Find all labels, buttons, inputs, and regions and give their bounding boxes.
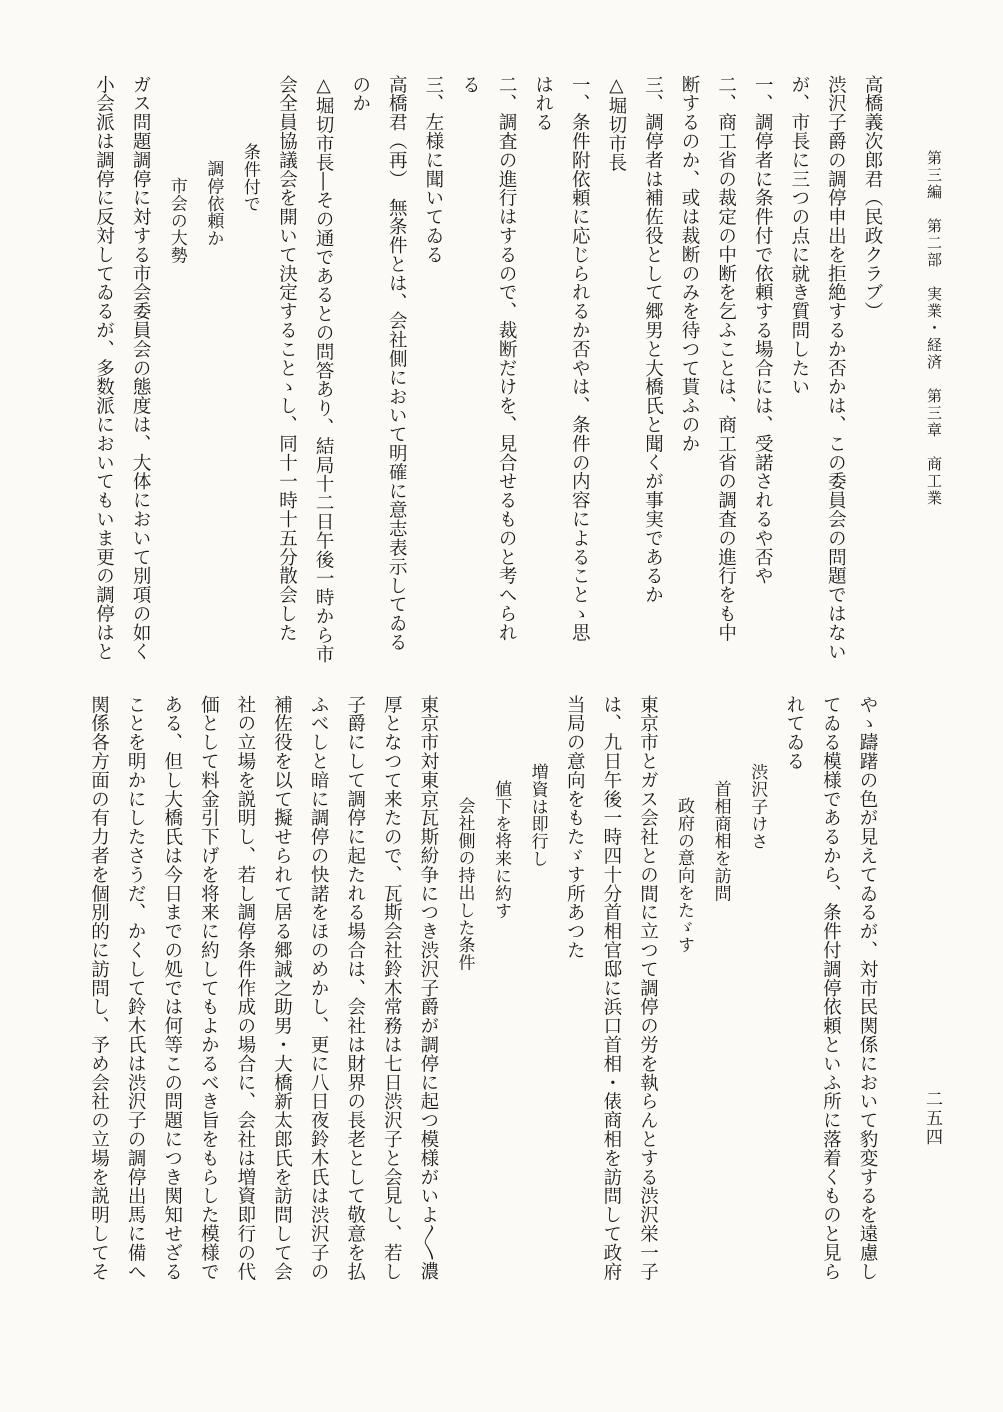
text-line: 一、条件附依頼に応じられるか否やは、条件の内容によることゝ思 xyxy=(569,75,591,642)
text-line: 関係各方面の有力者を個別的に訪問し、予め会社の立場を説明してそ xyxy=(88,695,110,1281)
text-line: 社の立場を説明し、若し調停条件作成の場合に、会社は増資即行の代 xyxy=(234,695,256,1281)
text-line: 補佐役を以て擬せられて居る郷誠之助男・大橋新太郎氏を訪問して会 xyxy=(271,695,293,1281)
text-line: 二、商工省の裁定の中断を乞ふことは、商工省の調査の進行をも中 xyxy=(715,75,737,642)
subheading-line: 条件付で xyxy=(239,143,260,213)
text-line: はれる xyxy=(532,75,554,132)
text-line: 渋沢子爵の調停申出を拒絶するか否かは、この委員会の問題ではない xyxy=(825,75,847,661)
text-line: ことを明かにしたさうだ、かくして鈴木氏は渋沢子の調停出馬に備へ xyxy=(125,695,147,1281)
text-line: ガス問題調停に対する市会委員会の態度は、大体において別項の如く xyxy=(130,75,152,661)
text-line: は、九日午後一時四十分首相官邸に浜口首相・俵商相を訪問して政府 xyxy=(600,695,622,1281)
subheading-line: 首相商相を訪問 xyxy=(710,780,731,902)
text-line: 小会派は調停に反対してゐるが、多数派においてもいま更の調停はと xyxy=(93,75,115,661)
page-number: 二五四 xyxy=(922,1090,942,1147)
subheading-line: 市会の大勢 xyxy=(166,177,187,264)
subheading-line: 調停依頼か xyxy=(203,160,224,247)
text-line: 断するのか、或は裁断のみを待つて貰ふのか xyxy=(679,75,701,453)
text-line: ある、但し大橋氏は今日までの処では何等この問題につき関知せざる xyxy=(161,695,183,1281)
upper-text-block xyxy=(70,75,890,665)
text-line: やゝ躊躇の色が見えてゐるが、対市民関係において豹変するを遠慮し xyxy=(857,695,878,1281)
text-line: 価として料金引下げを将来に約してもよかるべき旨をもらした模様で xyxy=(198,695,220,1281)
subheading-line: 政府の意向をたゞす xyxy=(674,797,695,954)
text-line: 三、調停者は補佐役として郷男と大橋氏と聞くが事実であるか xyxy=(642,75,664,605)
subheading-line: 会社側の持出した条件 xyxy=(454,797,475,971)
text-line: のか xyxy=(349,75,371,113)
text-line: 当局の意向をもたゞす所あつた xyxy=(564,695,586,960)
text-line: △堀切市長―その通であるとの問答あり、結局十二日午後一時から市 xyxy=(313,75,335,664)
text-line: てゐる模様であるから、条件付調停依頼といふ所に落着くものと見ら xyxy=(820,695,842,1281)
subheading-line: 値下を将来に約す xyxy=(491,780,512,920)
text-line: ふべしと暗に調停の快諾をほのめかし、更に八日夜鈴木氏は渋沢子の xyxy=(308,695,330,1281)
text-line: 三、左様に聞いてゐる xyxy=(422,75,444,264)
text-line: 高橋君（再） 無条件とは、会社側において明確に意志表示してゐる xyxy=(386,75,408,652)
text-line: れてゐる xyxy=(783,695,805,771)
subheading-line: 渋沢子けさ xyxy=(747,763,768,850)
text-line: 高橋義次郎君（民政クラブ） xyxy=(862,75,883,321)
text-line: 二、調査の進行はするので、裁断だけを、見合せるものと考へられ xyxy=(496,75,518,642)
text-line: 会全員協議会を開いて決定することゝし、同十一時十五分散会した xyxy=(276,75,298,642)
subheading-line: 増資は即行し xyxy=(527,763,548,868)
text-line: が、市長に三つの点に就き質問したい xyxy=(788,75,810,397)
text-line: 子爵にして調停に起たれる場合は、会社は財界の長老として敬意を払 xyxy=(344,695,366,1281)
text-line: る xyxy=(459,75,481,94)
running-head: 第三編 第二部 実業・経済 第三章 商工業 xyxy=(925,150,943,507)
lower-text-block xyxy=(65,695,885,1340)
text-line: 東京市とガス会社との間に立つて調停の労を執らんとする渋沢栄一子 xyxy=(637,695,659,1281)
text-line: 東京市対東京瓦斯紛争につき渋沢子爵が調停に起つ模様がいよ〳〵濃 xyxy=(417,695,439,1281)
text-line: 厚となつて来たので、瓦斯会社鈴木常務は七日渋沢子と会見し、若し xyxy=(381,695,403,1281)
text-line: 一、調停者に条件付で依頼する場合には、受諾されるや否や xyxy=(752,75,774,586)
text-line: △堀切市長 xyxy=(605,75,627,172)
